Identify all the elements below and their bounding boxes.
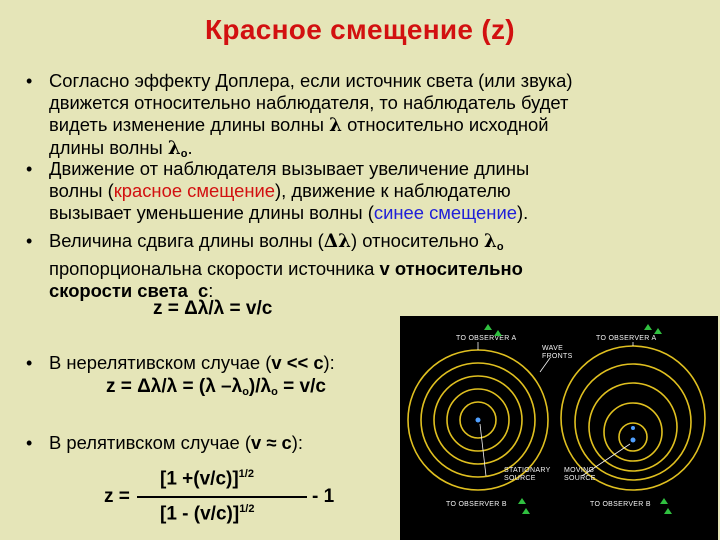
bullet3-line1-b: ) относительно bbox=[350, 230, 479, 251]
doppler-diagram-svg bbox=[400, 316, 718, 540]
label-observer-a-left: TO OBSERVER A bbox=[456, 335, 517, 342]
observer-arrow-icons bbox=[484, 324, 672, 514]
bullet4-text-b: ): bbox=[323, 352, 335, 373]
label-observer-b-right: TO OBSERVER B bbox=[590, 501, 651, 508]
bullet1-line3-tail: относительно исходной bbox=[347, 114, 549, 135]
moving-source-trail bbox=[631, 426, 635, 430]
speed-of-light-symbol: с bbox=[198, 280, 209, 301]
bullet2-line2-b: ), движение к наблюдателю bbox=[275, 180, 511, 201]
formula2-sub-a: o bbox=[242, 386, 249, 398]
delta-lambda-symbol: Δλ bbox=[323, 231, 351, 252]
bullet-dot: • bbox=[26, 231, 33, 251]
bullet2-line2-a: волны ( bbox=[49, 180, 114, 201]
formula2-sub-b: o bbox=[271, 386, 278, 398]
lambda0-symbol: λ bbox=[483, 231, 497, 252]
bullet1-line4-text: длины волны bbox=[49, 137, 163, 158]
label-stationary-2: SOURCE bbox=[504, 475, 536, 482]
label-wave-fronts-1: WAVE bbox=[542, 345, 564, 352]
bullet-redshift bbox=[49, 158, 699, 224]
label-wave-fronts-2: FRONTS bbox=[542, 353, 573, 360]
moving-source-dot bbox=[631, 438, 636, 443]
zero-subscript: o bbox=[180, 148, 188, 160]
formula-z-basic: z = Δλ/λ = v/c bbox=[153, 298, 273, 319]
bullet-dot: • bbox=[26, 433, 33, 453]
label-observer-b-left: TO OBSERVER B bbox=[446, 501, 507, 508]
bullet2-line1: Движение от наблюдателя вызывает увеличение длины bbox=[49, 158, 530, 179]
slide-title: Красное смещение (z) bbox=[205, 14, 515, 45]
zero-subscript: o bbox=[496, 241, 504, 253]
bullet-dot: • bbox=[26, 353, 33, 373]
fraction-bar bbox=[137, 496, 307, 498]
stationary-source-dot bbox=[476, 418, 481, 423]
label-observer-a-right: TO OBSERVER A bbox=[596, 335, 657, 342]
formula3-denominator bbox=[160, 503, 254, 525]
formula3-denominator-text: [1 - (v/c)] bbox=[160, 503, 240, 525]
formula2-part-b: )/λ bbox=[248, 376, 272, 397]
bullet-doppler: Согласно эффекту Доплера, если источник света (или звука) движется относительно наблюдателя, то наблюдатель будет видеть изменение длины волны λ относительно исходной длины волны $\lambda_o$. bbox=[49, 70, 699, 165]
doppler-diagram bbox=[400, 316, 718, 540]
label-leaders bbox=[478, 342, 633, 476]
bullet5-text-a: В релятивском случае ( bbox=[49, 432, 251, 453]
bullet-dot: • bbox=[26, 71, 33, 91]
label-moving-2: SOURCE bbox=[564, 475, 596, 482]
label-moving-1: MOVING bbox=[564, 467, 595, 474]
bullet3-line3-end: : bbox=[208, 280, 214, 301]
formula2-part-a: z = Δλ/λ = (λ –λ bbox=[106, 376, 243, 397]
formula3-z: z = bbox=[104, 486, 130, 507]
bullet4-text-a: В нерелятивском случае ( bbox=[49, 352, 272, 373]
bullet4-condition: v << c bbox=[271, 352, 324, 373]
bullet2-line3-a: вызывает уменьшение длины волны ( bbox=[49, 202, 374, 223]
label-stationary-1: STATIONARY bbox=[504, 467, 551, 474]
bullet1-line1: Согласно эффекту Доплера, если источник света (или звука) bbox=[49, 70, 573, 91]
blue-shift-term: синее смещение bbox=[373, 202, 517, 223]
bullet1-line3-text: видеть изменение длины волны bbox=[49, 114, 324, 135]
bullet-dot: • bbox=[26, 159, 33, 179]
bullet-nonrelativistic bbox=[49, 352, 389, 374]
bullet3-line2-a: пропорциональна скорости источника bbox=[49, 258, 380, 279]
bullet3-line1-a: Величина сдвига длины волны ( bbox=[49, 230, 324, 251]
red-shift-term: красное смещение bbox=[113, 180, 276, 201]
lambda0-symbol: λ bbox=[167, 138, 181, 159]
formula3-numerator-text: [1 +(v/c)] bbox=[160, 468, 239, 490]
formula2-part-c: = v/c bbox=[277, 376, 326, 397]
lambda-symbol: λ bbox=[329, 115, 342, 136]
bullet-shift-magnitude bbox=[49, 230, 699, 302]
bullet2-line3-b: ). bbox=[516, 202, 529, 223]
bullet3-line3-bold: скорости света bbox=[49, 280, 188, 301]
formula3-denominator-exp: 1/2 bbox=[239, 503, 255, 515]
bullet-relativistic bbox=[49, 432, 389, 454]
formula-z-nonrelativistic bbox=[106, 376, 326, 398]
formula3-numerator-exp: 1/2 bbox=[238, 468, 254, 480]
formula3-tail: - 1 bbox=[312, 486, 335, 507]
bullet5-text-b: ): bbox=[291, 432, 304, 453]
bullet1-line2: движется относительно наблюдателя, то наблюдатель будет bbox=[49, 92, 569, 113]
bullet5-condition: v ≈ c bbox=[251, 432, 292, 453]
formula3-numerator bbox=[160, 468, 254, 490]
bullet3-line2-bold: v относительно bbox=[379, 258, 523, 279]
